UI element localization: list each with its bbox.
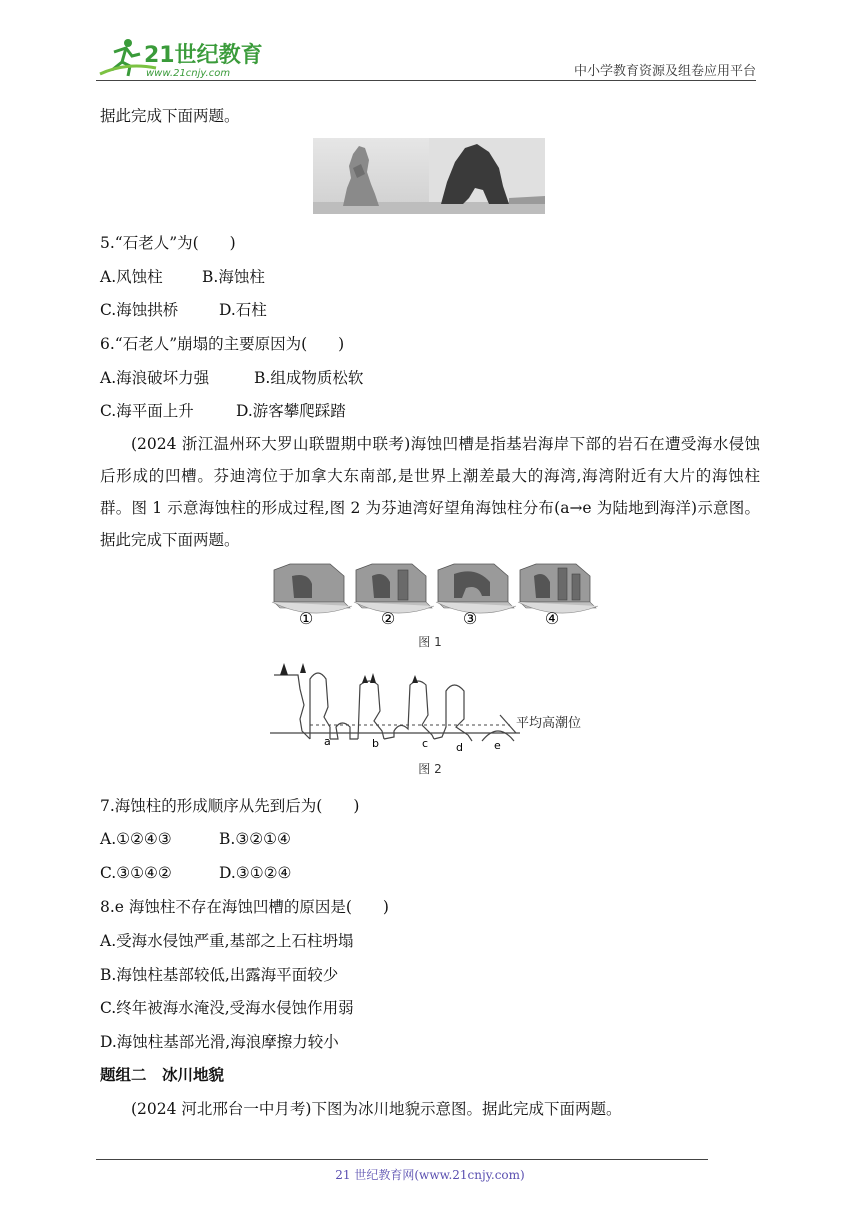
q5-option-a: A.风蚀柱 — [100, 268, 163, 286]
q8-option-c: C.终年被海水淹没,受海水侵蚀作用弱 — [100, 999, 354, 1017]
stage-4 — [518, 564, 598, 613]
header-platform-text: 中小学教育资源及组卷应用平台 — [573, 64, 756, 79]
q7-options-row1 — [100, 828, 291, 850]
fig1-label-4: ④ — [544, 609, 560, 628]
q6-options-row2 — [100, 400, 346, 422]
q6-option-a: A.海浪破坏力强 — [100, 369, 210, 387]
point-a: a — [324, 735, 331, 748]
intro-text: 据此完成下面两题。 — [100, 107, 240, 125]
point-c: c — [422, 737, 429, 750]
header-rule — [96, 80, 756, 81]
site-logo — [96, 34, 266, 82]
footer-rule — [96, 1159, 708, 1160]
q7-option-a: A.①②④③ — [100, 830, 172, 848]
q5-option-c: C.海蚀拱桥 — [100, 301, 179, 319]
q7-option-b: B.③②①④ — [219, 830, 291, 848]
logo-text: 21世纪教育 — [144, 43, 263, 68]
point-d: d — [456, 741, 463, 754]
passage-fundy-bay: (2024 浙江温州环大罗山联盟期中联考)海蚀凹槽是指基岩海岸下部的岩石在遭受海水侵蚀后形成的凹槽。芬迪湾位于加拿大东南部,是世界上潮差最大的海湾,海湾附近有大片的海蚀柱群。图 1 示意海蚀柱的形成过程,图 2 为芬迪湾好望角海蚀柱分布(a→e 为陆地到海洋)示意图。据此完成下面两题。 — [100, 435, 760, 549]
tree-icons — [280, 663, 418, 683]
footer-link[interactable]: 21 世纪教育网(www.21cnjy.com) — [335, 1168, 525, 1182]
fig1-caption: 图 1 — [418, 635, 442, 649]
q8-stem: 8.e 海蚀柱不存在海蚀凹槽的原因是( ) — [100, 898, 389, 916]
point-e: e — [494, 739, 501, 752]
q6-option-d: D.游客攀爬踩踏 — [236, 402, 346, 420]
fig1-label-3: ③ — [462, 609, 478, 628]
q7-option-d: D.③①②④ — [219, 864, 292, 882]
q6-option-b: B.组成物质松软 — [254, 369, 364, 387]
q6-options-row1 — [100, 367, 363, 389]
q5-stem: 5.“石老人”为( ) — [100, 234, 236, 252]
stage-1 — [272, 564, 352, 613]
q6-stem: 6.“石老人”崩塌的主要原因为( ) — [100, 335, 345, 353]
q8-option-b: B.海蚀柱基部较低,出露海平面较少 — [100, 966, 339, 984]
fig2-caption: 图 2 — [418, 762, 442, 776]
stage-3 — [436, 564, 516, 613]
q8-option-a: A.受海水侵蚀严重,基部之上石柱坍塌 — [100, 932, 354, 950]
logo-url: www.21cnjy.com — [146, 68, 231, 79]
figure-1-sea-stack-formation — [270, 560, 600, 656]
q6-option-c: C.海平面上升 — [100, 402, 194, 420]
q8-option-d: D.海蚀柱基部光滑,海浪摩擦力较小 — [100, 1033, 339, 1051]
fig1-label-2: ② — [380, 609, 396, 628]
figure-2-sea-stack-profile — [270, 655, 600, 781]
q5-options-row1 — [100, 266, 265, 288]
fig1-label-1: ① — [298, 609, 314, 628]
tide-level-label: 平均高潮位 — [516, 716, 582, 731]
q5-options-row2 — [100, 299, 267, 321]
q5-option-d: D.石柱 — [219, 301, 267, 319]
q7-option-c: C.③①④② — [100, 864, 172, 882]
passage-glacier: (2024 河北邢台一中月考)下图为冰川地貌示意图。据此完成下面两题。 — [131, 1100, 622, 1118]
stage-2 — [354, 564, 434, 613]
q5-option-b: B.海蚀柱 — [202, 268, 265, 286]
q7-options-row2 — [100, 862, 291, 884]
sea-stack-photo — [313, 138, 545, 214]
point-b: b — [372, 737, 379, 750]
section-heading: 题组二 冰川地貌 — [100, 1065, 225, 1084]
q7-stem: 7.海蚀柱的形成顺序从先到后为( ) — [100, 797, 360, 815]
